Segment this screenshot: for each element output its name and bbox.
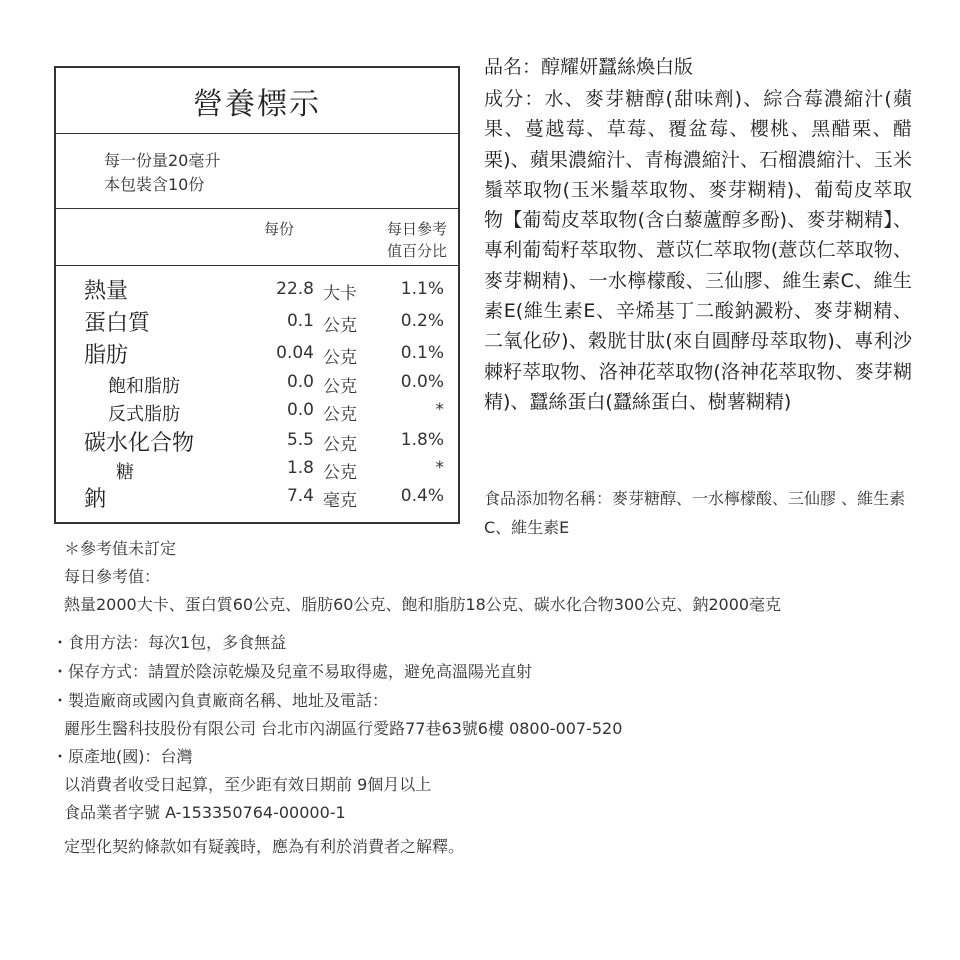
storage-instructions: ・保存方式：請置於陰涼乾燥及兒童不易取得處，避免高溫陽光直射 bbox=[52, 662, 533, 681]
nutrient-value: 22.8 bbox=[276, 279, 314, 299]
nutrient-name: 飽和脂肪 bbox=[108, 376, 180, 397]
nutrient-name: 鈉 bbox=[84, 487, 107, 512]
nutrient-daily-value: * bbox=[435, 400, 444, 420]
additives-text: 食品添加物名稱：麥芽糖醇、一水檸檬酸、三仙膠 、維生素C、維生素E bbox=[484, 489, 906, 537]
nutrient-value: 0.0 bbox=[286, 372, 314, 392]
nutrient-name: 糖 bbox=[116, 462, 134, 483]
nutrition-facts-table bbox=[54, 66, 460, 524]
nutrient-value: 5.5 bbox=[286, 430, 314, 450]
nutrient-unit: 公克 bbox=[323, 405, 357, 425]
serving-size: 每一份量20毫升 bbox=[104, 151, 221, 170]
nutrient-name: 熱量 bbox=[84, 279, 129, 304]
food-business-id: 食品業者字號 A-153350764-00000-1 bbox=[64, 803, 346, 822]
nutrient-value: 7.4 bbox=[286, 486, 314, 506]
nutrient-daily-value: 0.4% bbox=[400, 486, 444, 506]
nutrient-value: 0.1 bbox=[286, 311, 314, 331]
nutrient-unit: 公克 bbox=[323, 348, 357, 368]
divider bbox=[56, 265, 458, 266]
nutrient-unit: 公克 bbox=[323, 435, 357, 455]
reference-not-established-note: ＊參考值未訂定 bbox=[64, 539, 177, 558]
divider bbox=[56, 208, 458, 209]
nutrient-daily-value: * bbox=[435, 458, 444, 478]
nutrient-name: 反式脂肪 bbox=[108, 404, 180, 425]
nutrient-daily-value: 0.2% bbox=[400, 311, 444, 331]
daily-reference-label: 每日參考值： bbox=[64, 567, 161, 586]
nutrient-name: 碳水化合物 bbox=[84, 431, 195, 456]
daily-reference-values: 熱量2000大卡、蛋白質60公克、脂肪60公克、飽和脂肪18公克、碳水化合物300公克、鈉2000毫克 bbox=[64, 595, 782, 614]
nutrient-unit: 毫克 bbox=[323, 491, 357, 511]
product-name: 品名：醇耀妍蠶絲煥白版 bbox=[484, 56, 694, 78]
nutrient-daily-value: 1.8% bbox=[400, 430, 444, 450]
nutrient-daily-value: 1.1% bbox=[400, 279, 444, 299]
nutrient-daily-value: 0.0% bbox=[400, 372, 444, 392]
nutrient-name: 蛋白質 bbox=[84, 311, 151, 336]
nutrient-unit: 公克 bbox=[323, 463, 357, 483]
shelf-life-note: 以消費者收受日起算，至少距有效日期前 9個月以上 bbox=[64, 775, 432, 794]
nutrient-value: 1.8 bbox=[286, 458, 314, 478]
nutrient-unit: 大卡 bbox=[323, 284, 357, 304]
nutrient-value: 0.04 bbox=[276, 343, 314, 363]
nutrient-name: 脂肪 bbox=[84, 343, 129, 368]
manufacturer-info: 麗彤生醫科技股份有限公司 台北市內湖區行愛路77巷63號6樓 0800-007-520 bbox=[64, 719, 623, 738]
servings-per-pack: 本包裝含10份 bbox=[104, 175, 205, 194]
contract-clause: 定型化契約條款如有疑義時，應為有利於消費者之解釋。 bbox=[64, 837, 465, 856]
divider bbox=[56, 133, 458, 134]
nutrition-title: 營養標示 bbox=[193, 87, 321, 122]
usage-instructions: ・食用方法：每次1包，多食無益 bbox=[52, 633, 287, 652]
country-of-origin: ・原產地(國)：台灣 bbox=[52, 747, 193, 766]
nutrient-unit: 公克 bbox=[323, 377, 357, 397]
ingredients-text: 成分：水、麥芽糖醇(甜味劑)、綜合莓濃縮汁(蘋果、蔓越莓、草莓、覆盆莓、櫻桃、黑醋栗、醋栗)、蘋果濃縮汁、青梅濃縮汁、石榴濃縮汁、玉米鬚萃取物(玉米鬚萃取物、麥芽糊精)、葡萄皮萃取物【葡萄皮萃取物(含白藜蘆醇多酚)、麥芽糊精】、專利葡萄籽萃取物、薏苡仁萃取物(薏苡仁萃取物、麥芽糊精)、一水檸檬酸、三仙膠、維生素C、維生素E(維生素E、辛烯基丁二酸鈉澱粉、麥芽糊精、二氧化矽)、穀胱甘肽(來自圓酵母萃取物)、專利沙棘籽萃取物、洛神花萃取物(洛神花萃取物、麥芽糊精)、蠶絲蛋白(蠶絲蛋白、樹薯糊精) bbox=[484, 88, 912, 413]
column-header-daily-value-line2: 值百分比 bbox=[386, 242, 447, 260]
manufacturer-label: ・製造廠商或國內負責廠商名稱、地址及電話： bbox=[52, 691, 389, 710]
column-header-daily-value bbox=[382, 218, 452, 262]
nutrient-value: 0.0 bbox=[286, 400, 314, 420]
nutrient-unit: 公克 bbox=[323, 316, 357, 336]
column-header-daily-value-line1: 每日參考 bbox=[386, 220, 447, 238]
column-header-per-serving: 每份 bbox=[264, 220, 295, 238]
nutrient-daily-value: 0.1% bbox=[400, 343, 444, 363]
